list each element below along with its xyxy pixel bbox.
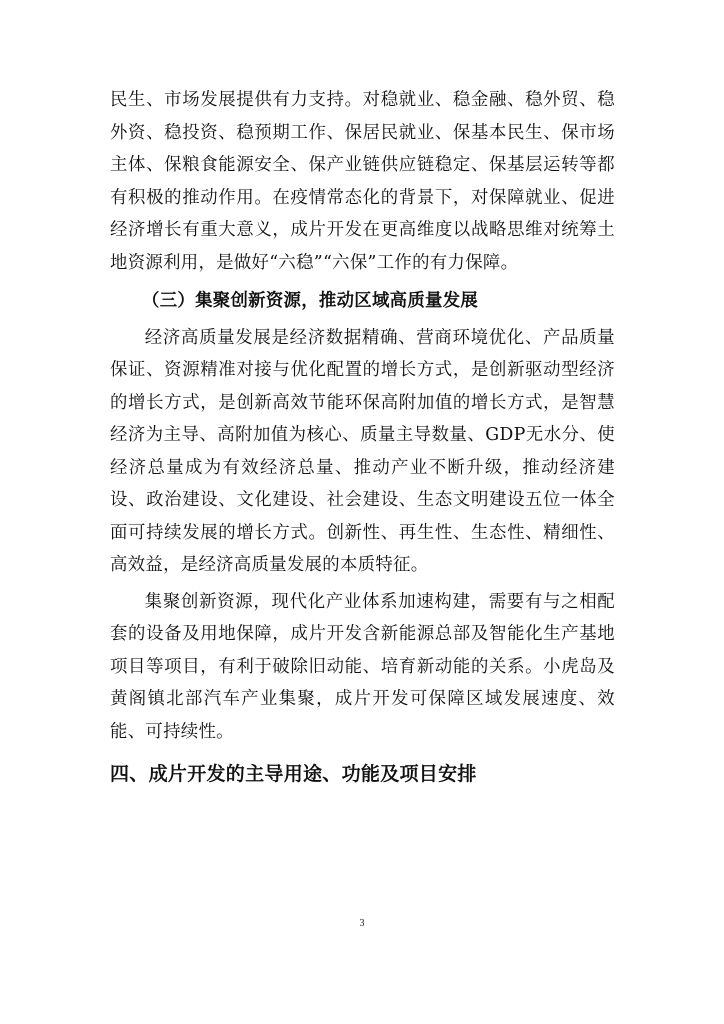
body-paragraph-2: 经济高质量发展是经济数据精确、营商环境优化、产品质量保证、资源精准对接与优化配置的增长方式，是创新驱动型经济的增长方式，是创新高效节能环保高附加值的增长方式，是智慧经济为主导、高附加值为核心、质量主导数量、GDP无水分、使经济总量成为有效经济总量、推动产业不断升级，推动经济建设、政治建设、文化建设、社会建设、生态文明建设五位一体全面可持续发展的增长方式。创新性、再生性、生态性、精细性、高效益，是经济高质量发展的本质特征。 xyxy=(110,327,615,575)
body-paragraph-3: 集聚创新资源，现代化产业体系加速构建，需要有与之相配套的设备及用地保障，成片开发含新能源总部及智能化生产基地项目等项目，有利于破除旧动能、培育新动能的关系。小虎岛及黄阁镇北部汽车产业集聚，成片开发可保障区域发展速度、效能、可持续性。 xyxy=(110,591,615,742)
chapter-heading: 四、成片开发的主导用途、功能及项目安排 xyxy=(110,763,477,785)
body-paragraph-1: 民生、市场发展提供有力支持。对稳就业、稳金融、稳外贸、稳外资、稳投资、稳预期工作、保居民就业、保基本民生、保市场主体、保粮食能源安全、保产业链供应链稳定、保基层运转等都有积极的推动作用。在疫情常态化的背景下，对保障就业、促进经济增长有重大意义，成片开发在更高维度以战略思维对统筹土地资源利用，是做好“六稳”“六保”工作的有力保障。 xyxy=(110,90,615,273)
document-body xyxy=(110,84,615,791)
page-number: 3 xyxy=(359,918,365,929)
section-subheading: （三）集聚创新资源，推动区域高质量发展 xyxy=(142,291,479,311)
